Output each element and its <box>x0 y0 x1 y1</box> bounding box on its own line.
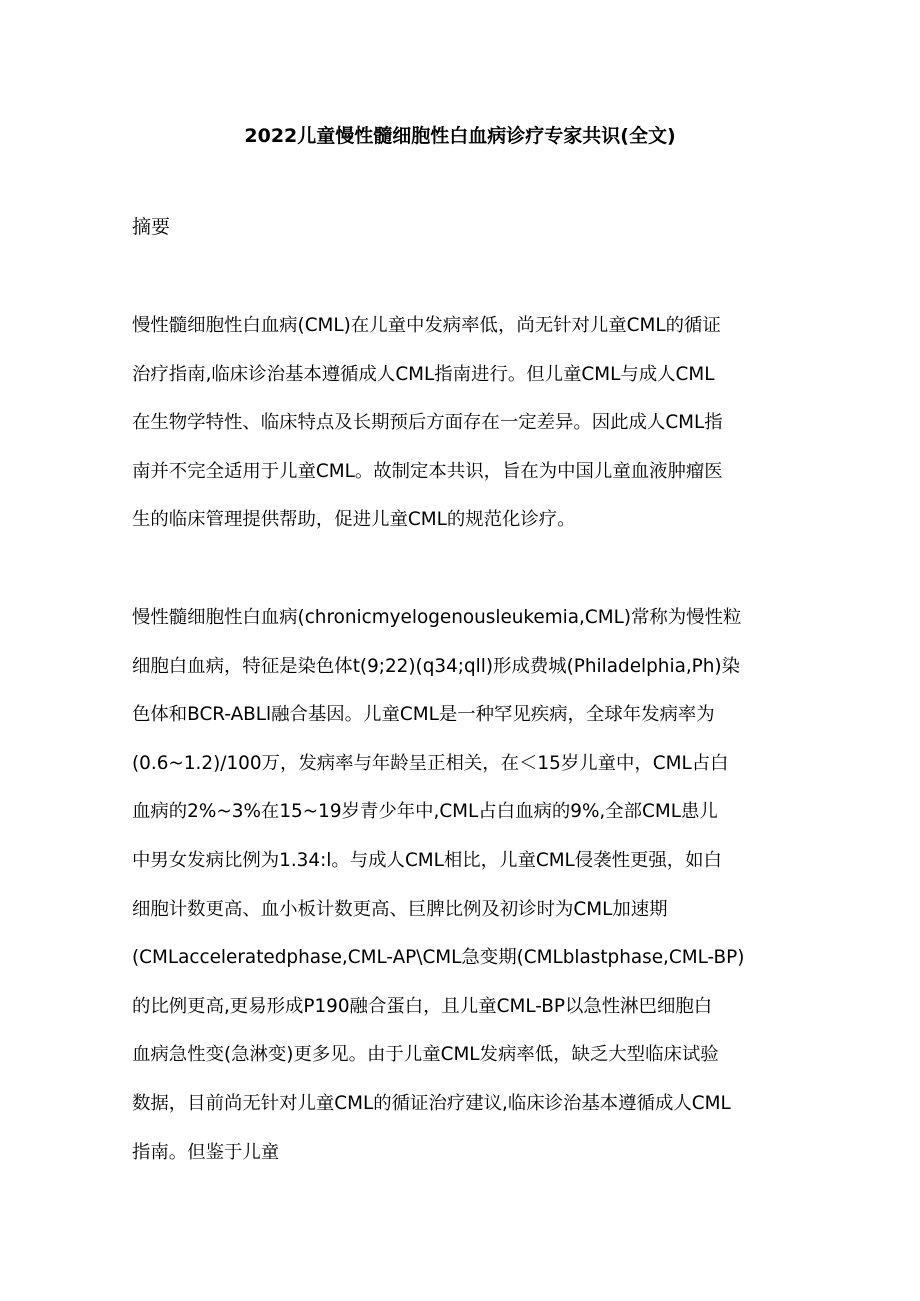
paragraph-line: 治疗指南,临床诊治基本遵循成人CML指南进行。但儿童CML与成人CML <box>132 363 715 385</box>
paragraph-line: 数据，目前尚无针对儿童CML的循证治疗建议,临床诊治基本遵循成人CML <box>132 1092 731 1114</box>
paragraph-line: 生的临床管理提供帮助，促进儿童CML的规范化诊疗。 <box>132 509 576 531</box>
document-title: 2022儿童慢性髓细胞性白血病诊疗专家共识(全文) <box>244 125 676 147</box>
paragraph-line: 细胞白血病，特征是染色体t(9;22)(q34;qll)形成费城(Philadelphia,Ph)染 <box>132 655 740 677</box>
abstract-heading: 摘要 <box>132 216 171 238</box>
paragraph-line: (CMLacceleratedphase,CML-AP\CML急变期(CMLblastphase,CML-BP) <box>132 947 745 969</box>
paragraph-line: 慢性髓细胞性白血病(chronicmyelogenousleukemia,CML)常称为慢性粒 <box>132 607 742 628</box>
paragraph-line: 的比例更高,更易形成P190融合蛋白，且儿童CML-BP以急性淋巴细胞白 <box>132 995 713 1017</box>
paragraph-line: 色体和BCR-ABLl融合基因。儿童CML是一种罕见疾病，全球年发病率为 <box>132 704 715 726</box>
paragraph-line: 慢性髓细胞性白血病(CML)在儿童中发病率低，尚无针对儿童CML的循证 <box>132 315 721 336</box>
paragraph-line: 血病的2%~3%在15~19岁青少年中,CML占白血病的9%,全部CML患儿 <box>132 801 718 823</box>
paragraph-line: (0.6~1.2)/100万，发病率与年龄呈正相关，在＜15岁儿童中，CML占白 <box>132 752 729 774</box>
paragraph-line: 南并不完全适用于儿童CML。故制定本共识，旨在为中国儿童血液肿瘤医 <box>132 460 723 482</box>
paragraph-line: 血病急性变(急淋变)更多见。由于儿童CML发病率低，缺乏大型临床试验 <box>132 1044 719 1066</box>
abstract-paragraph <box>132 302 792 545</box>
intro-paragraph <box>132 594 792 1177</box>
paragraph-line: 在生物学特性、临床特点及长期预后方面存在一定差异。因此成人CML指 <box>132 412 723 434</box>
paragraph-line: 中男女发病比例为1.34:l。与成人CML相比，儿童CML侵袭性更强，如白 <box>132 849 722 871</box>
paragraph-line: 细胞计数更高、血小板计数更高、巨脾比例及初诊时为CML加速期 <box>132 898 668 920</box>
paragraph-line: 指南。但鉴于儿童 <box>132 1141 280 1163</box>
